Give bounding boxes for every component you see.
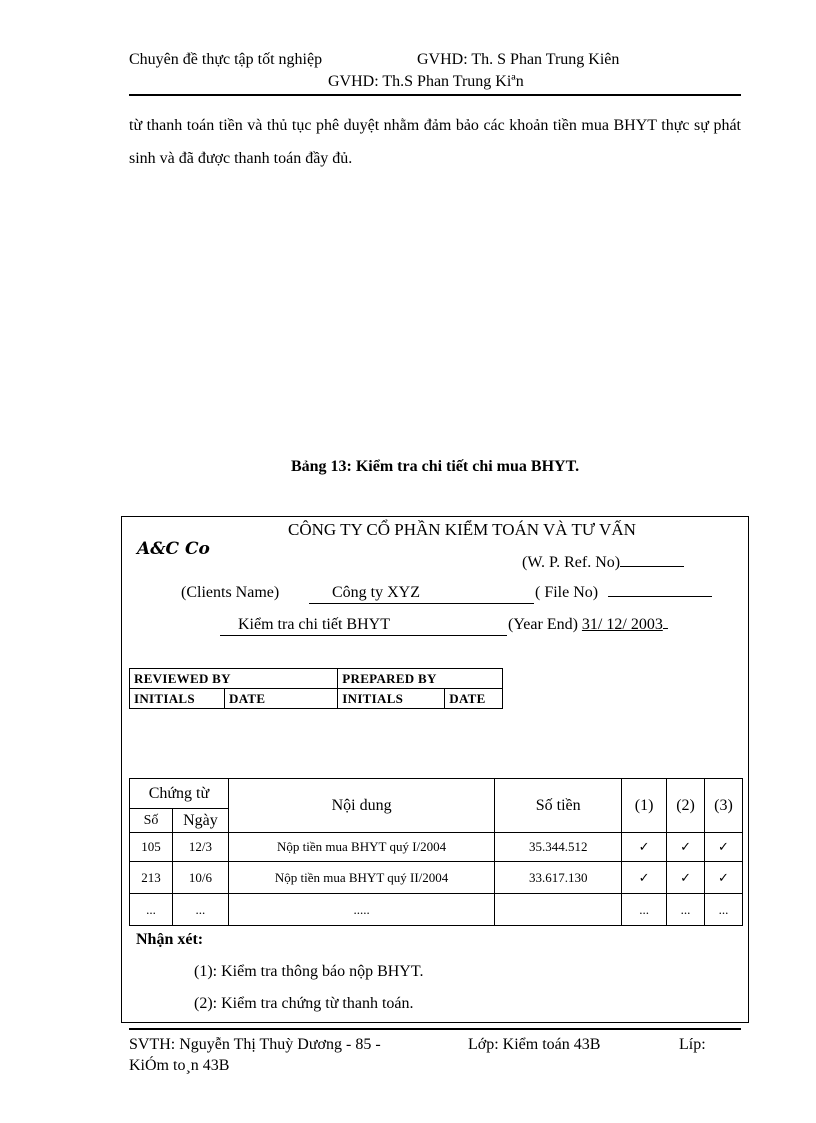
company-logo: A&C Co [137,539,210,559]
row-so-tien: 35.344.512 [495,833,622,862]
file-no-label [535,584,712,602]
row-check-1: ✓ [622,833,667,862]
file-no-text: ( File No) [535,584,599,601]
reviewed-date-label: DATE [225,689,338,709]
row-so: ... [130,894,173,926]
header-supervisor: GVHD: Th. S Phan Trung Kiên [417,51,620,68]
col-so: Số [130,809,173,833]
subject-value: Kiểm tra chi tiết BHYT [238,616,390,633]
row-ngay: ... [172,894,228,926]
prepared-by-label: PREPARED BY [338,669,503,689]
row-noi-dung: Nộp tiền mua BHYT quý II/2004 [228,862,494,894]
file-no-blank [608,596,712,597]
row-noi-dung: Nộp tiền mua BHYT quý I/2004 [228,833,494,862]
col-ngay: Ngày [172,809,228,833]
footer-lip: Líp: [679,1036,706,1053]
prepared-initials-label: INITIALS [338,689,445,709]
table-caption: Bảng 13: Kiểm tra chi tiết chi mua BHYT. [290,458,580,475]
footer-class: Lớp: Kiểm toán 43B [468,1036,601,1053]
row-so: 105 [130,833,173,862]
wp-ref-blank [620,566,684,567]
row-so-tien [495,894,622,926]
year-end-blank [663,628,668,629]
clients-label: (Clients Name) [181,584,280,601]
reviewed-by-label: REVIEWED BY [130,669,338,689]
row-ngay: 12/3 [172,833,228,862]
header-supervisor-garbled: GVHD: Th.S Phan Trung Kiªn [328,73,524,90]
year-end-label: (Year End) [508,616,578,633]
table-row [130,833,743,862]
row-check-2: ... [667,894,705,926]
wp-ref-text: (W. P. Ref. No) [522,554,621,571]
wp-ref-label [522,554,684,572]
reviewed-initials-label: INITIALS [130,689,225,709]
col-so-tien: Số tiền [495,779,622,833]
header-rule [129,94,741,96]
row-check-3: ✓ [705,862,743,894]
prepared-date-label: DATE [445,689,503,709]
body-paragraph: từ thanh toán tiền và thủ tục phê duyệt nhằm đảm bảo các khoản tiền mua BHYT thực sự phát sinh và đã được thanh toán đầy đủ. [129,117,741,167]
row-noi-dung: ..... [228,894,494,926]
review-box [129,668,503,709]
remark-2: (2): Kiểm tra chứng từ thanh toán. [194,995,414,1012]
row-check-2: ✓ [667,833,705,862]
row-so: 213 [130,862,173,894]
row-so-tien: 33.617.130 [495,862,622,894]
table-row [130,862,743,894]
clients-value: Công ty XYZ [332,584,420,601]
year-end [508,616,668,634]
clients-value-line [309,584,534,604]
col-check-3: (3) [705,779,743,833]
remark-1: (1): Kiểm tra thông báo nộp BHYT. [194,963,424,980]
remarks-title: Nhận xét: [136,931,204,948]
footer-student: SVTH: Nguyễn Thị Thuỳ Dương - 85 - [129,1036,381,1053]
footer-class-garbled: KiÓm to¸n 43B [129,1057,230,1074]
row-check-3: ... [705,894,743,926]
col-check-1: (1) [622,779,667,833]
subject-line [220,616,507,636]
row-check-1: ... [622,894,667,926]
footer-rule [129,1028,741,1030]
row-ngay: 10/6 [172,862,228,894]
table-row [130,894,743,926]
row-check-3: ✓ [705,833,743,862]
header-title: Chuyên đề thực tập tốt nghiệp [129,51,323,68]
col-chung-tu: Chứng từ [130,779,229,809]
detail-table [129,778,743,926]
row-check-2: ✓ [667,862,705,894]
year-end-value: 31/ 12/ 2003 [581,616,663,633]
col-check-2: (2) [667,779,705,833]
col-noi-dung: Nội dung [228,779,494,833]
working-paper-form [121,516,749,1023]
company-name: CÔNG TY CỔ PHẦN KIỂM TOÁN VÀ TƯ VẤN [288,520,636,539]
row-check-1: ✓ [622,862,667,894]
